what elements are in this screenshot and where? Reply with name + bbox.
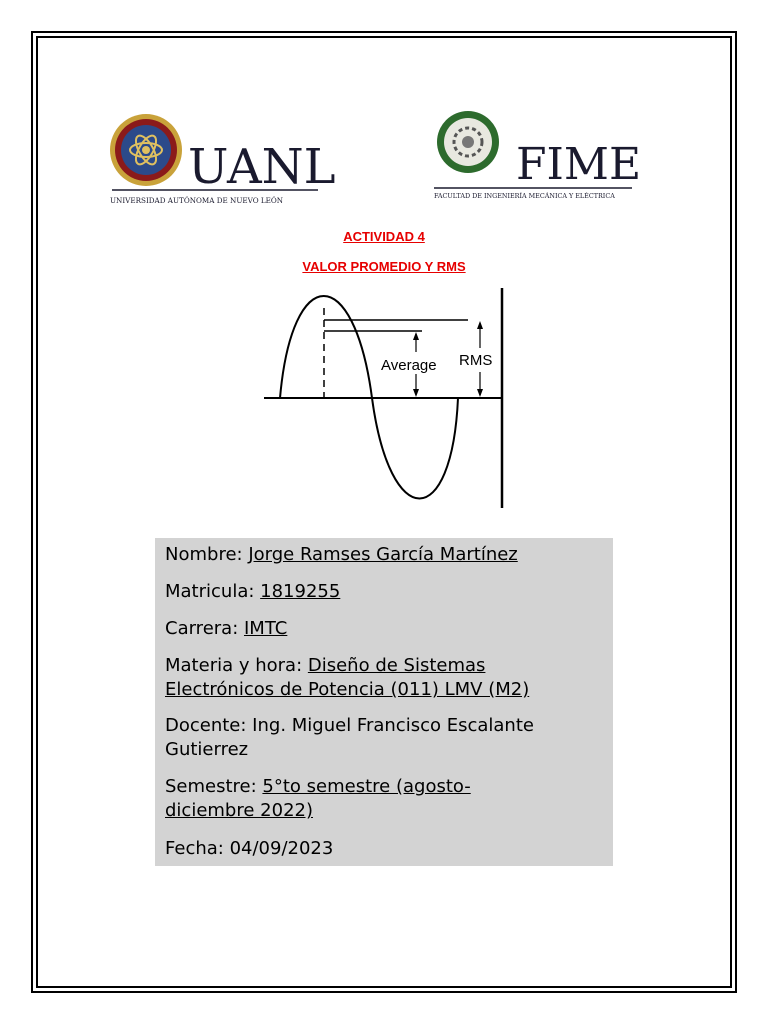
semester-value-1: 5°to semestre (agosto- <box>262 776 471 797</box>
career-label: Carrera: <box>165 618 244 639</box>
uanl-full-name: UNIVERSIDAD AUTÓNOMA DE NUEVO LEÓN <box>110 196 284 205</box>
subject-title: VALOR PROMEDIO Y RMS <box>302 259 466 274</box>
name-label: Nombre: <box>165 544 249 565</box>
id-label: Matricula: <box>165 581 261 602</box>
teacher-line: Docente: Ing. Miguel Francisco Escalante <box>165 715 534 736</box>
average-rms-figure <box>262 282 512 514</box>
career-line <box>165 617 287 641</box>
rms-label: RMS <box>459 352 493 369</box>
fime-logo <box>430 104 642 208</box>
uanl-wordmark: UANL <box>188 139 336 195</box>
career-value: IMTC <box>243 618 288 639</box>
semester-label: Semestre: <box>165 776 263 797</box>
activity-title: ACTIVIDAD 4 <box>343 229 425 244</box>
course-line-2 <box>165 678 529 702</box>
name-line <box>165 543 518 567</box>
sine-wave-diagram <box>262 282 512 514</box>
name-value: Jorge Ramses García Martínez <box>248 544 518 565</box>
teacher-line-2: Gutierrez <box>165 739 249 760</box>
fime-wordmark: FIME <box>516 139 642 190</box>
course-label: Materia y hora: <box>165 655 308 676</box>
semester-value-2: diciembre 2022) <box>165 800 313 821</box>
date-line: Fecha: 04/09/2023 <box>165 838 334 859</box>
average-label: Average <box>381 357 437 374</box>
semester-line-2 <box>165 799 313 823</box>
id-value: 1819255 <box>260 581 341 602</box>
semester-line <box>165 775 471 799</box>
id-line <box>165 580 340 604</box>
course-line <box>165 654 485 678</box>
uanl-logo <box>108 112 336 216</box>
course-value-2: Electrónicos de Potencia (011) LMV (M2) <box>165 679 530 700</box>
course-value-1: Diseño de Sistemas <box>307 655 486 676</box>
fime-full-name: FACULTAD DE INGENIERÍA MECÁNICA Y ELÉCTRICA <box>434 192 615 200</box>
